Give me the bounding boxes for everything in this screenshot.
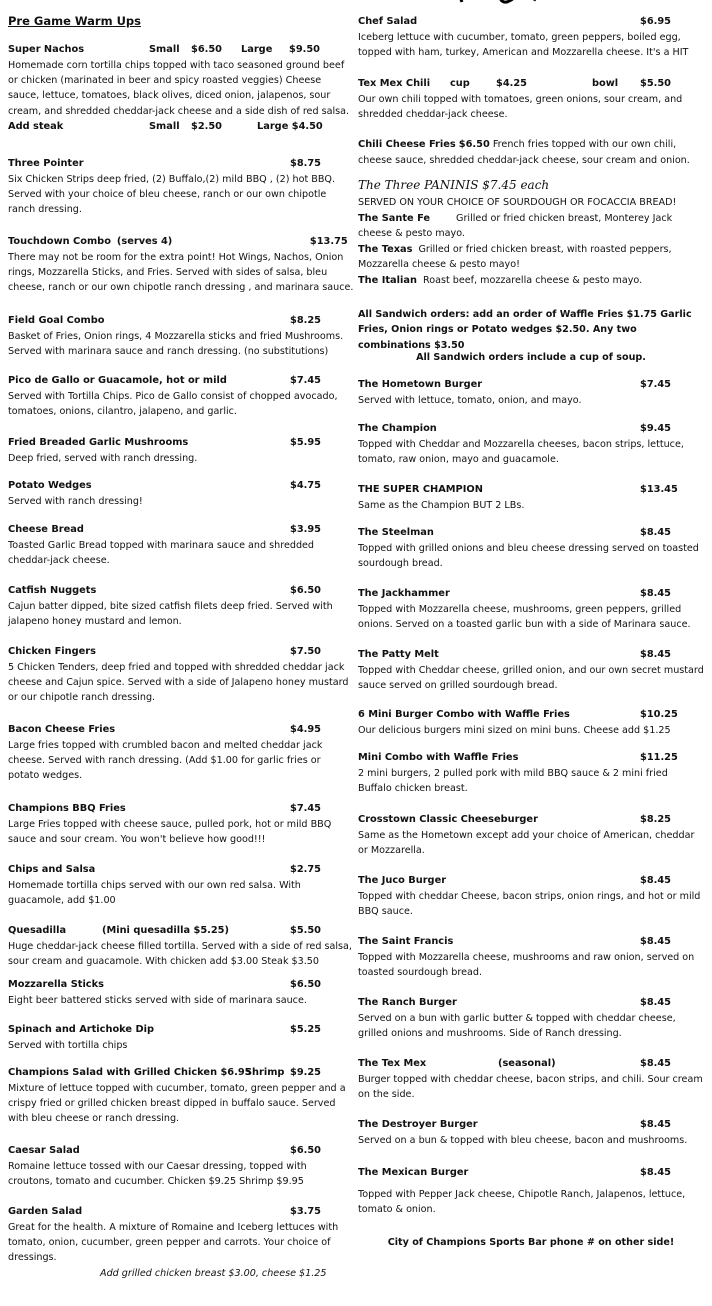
item-name: Super Nachos xyxy=(8,44,85,55)
menu-item-the-champion: The Champion $9.45 Topped with Cheddar and Mozzarella cheeses, bacon strips, lettuce, tomato, raw onion, mayo and guacamole. xyxy=(358,423,684,466)
section-title: Pre Game Warm Ups xyxy=(8,14,141,28)
menu-item-hometown-burger: The Hometown Burger $7.45 Served with lettuce, tomato, onion, and mayo. xyxy=(358,379,671,406)
paninis-section: The Three PANINIS $7.45 each SERVED ON YOUR CHOICE OF SOURDOUGH OR FOCACCIA BREAD! The Sante Fe Grilled or fried chicken breast, Monterey Jack cheese & pesto mayo. The Texas Grilled or fried chicken breast, with roasted peppers, Mozzarella cheese & pesto mayo! The Italian Roast beef, mozzarella cheese & pesto mayo. xyxy=(358,176,704,288)
soup-note: All Sandwich orders include a cup of soup. xyxy=(416,352,646,363)
menu-item-champions-salad: Champions Salad with Grilled Chicken $6.95 Shrimp $9.25 Mixture of lettuce topped with cucumber, tomato, green pepper and a crispy fried or grilled chicken breast dipped in buffalo sauce. Served with bleu cheese or ranch dressing. xyxy=(8,1067,346,1125)
menu-item-caesar-salad: Caesar Salad $6.50 Romaine lettuce tossed with our Caesar dressing, topped with croutons, tomato and cucumber. Chicken $9.25 Shrimp $9.95 xyxy=(8,1145,321,1188)
menu-item-cheese-bread: Cheese Bread $3.95 Toasted Garlic Bread topped with marinara sauce and shredded cheddar-jack cheese. xyxy=(8,524,321,567)
menu-item-jackhammer: The Jackhammer $8.45 Topped with Mozzarella cheese, mushrooms, green peppers, grilled onions. Served on a toasted garlic bun with a side of Marinara sauce. xyxy=(358,588,691,631)
menu-item-ranch-burger: The Ranch Burger $8.45 Served on a bun with garlic butter & topped with cheddar cheese, grilled onions and mushrooms. Side of Ranch dressing. xyxy=(358,997,676,1040)
menu-item-saint-francis: The Saint Francis $8.45 Topped with Mozzarella cheese, mushrooms and raw onion, served on toasted sourdough bread. xyxy=(358,936,695,979)
menu-item-mexican-burger: The Mexican Burger $8.45 Topped with Pepper Jack cheese, Chipotle Ranch, Jalapenos, lettuce, tomato & onion. xyxy=(358,1167,686,1216)
menu-item-tex-mex-burger: The Tex Mex (seasonal) $8.45 Burger topped with cheddar cheese, bacon strips, and chili. Sour cream on the side. xyxy=(358,1058,703,1101)
menu-item-garlic-mushrooms: Fried Breaded Garlic Mushrooms $5.95 Deep fried, served with ranch dressing. xyxy=(8,437,321,464)
menu-item-pico-de-gallo: Pico de Gallo or Guacamole, hot or mild $7.45 Served with Tortilla Chips. Pico de Gallo consist of chopped avocado, tomatoes, onions, cilantro, jalapeno, and garlic. xyxy=(8,375,338,418)
menu-item-destroyer-burger: The Destroyer Burger $8.45 Served on a bun & topped with bleu cheese, bacon and mushrooms. xyxy=(358,1119,688,1146)
menu-item-super-nachos: Super Nachos Small $6.50 Large $9.50 Homemade corn tortilla chips topped with taco seasoned ground beef or chicken (marinated in beer and spicy roasted veggies) Cheese sauce, lettuce, tomatoes, black olives, diced onion, jalapenos, sour cream, and shredded cheddar-jack cheese and a side dish of red salsa. Add steak Small $2.50 Large $4.50 xyxy=(8,42,354,135)
menu-item-patty-melt: The Patty Melt $8.45 Topped with Cheddar cheese, grilled onion, and our own secret mustard sauce served on grilled sourdough bread. xyxy=(358,649,704,692)
menu-item-catfish-nuggets: Catfish Nuggets $6.50 Cajun batter dipped, bite sized catfish filets deep fried. Served with jalapeno honey mustard and lemon. xyxy=(8,585,333,628)
menu-item-mini-combo: Mini Combo with Waffle Fries $11.25 2 mini burgers, 2 pulled pork with mild BBQ sauce & 2 mini fried Buffalo chicken breast. xyxy=(358,752,678,795)
menu-item-juco-burger: The Juco Burger $8.45 Topped with cheddar Cheese, bacon strips, onion rings, and hot or mild BBQ sauce. xyxy=(358,875,701,918)
footer-note: City of Champions Sports Bar phone # on other side! xyxy=(387,1237,675,1248)
menu-item-mini-burger-combo: 6 Mini Burger Combo with Waffle Fries $10.25 Our delicious burgers mini sized on mini buns. Cheese add $1.25 xyxy=(358,709,678,736)
menu-item-quesadilla: Quesadilla (Mini quesadilla $5.25) $5.50 Huge cheddar-jack cheese filled tortilla. Served with a side of red salsa, sour cream and guacamole. With chicken add $3.00 Steak $3.50 xyxy=(8,925,352,968)
menu-item-field-goal-combo: Field Goal Combo $8.25 Basket of Fries, Onion rings, 4 Mozzarella sticks and fried Mushrooms. Served with marinara sauce and ranch dressing. (no substitutions) xyxy=(8,315,344,358)
menu-item-crosstown-cheeseburger: Crosstown Classic Cheeseburger $8.25 Same as the Hometown except add your choice of American, cheddar or Mozzarella. xyxy=(358,814,695,857)
menu-item-chili-cheese-fries: Chili Cheese Fries $6.50 French fries topped with our own chili, cheese sauce, shredded cheddar-jack cheese, sour cream and onion. xyxy=(358,139,690,166)
menu-item-potato-wedges: Potato Wedges $4.75 Served with ranch dressing! xyxy=(8,480,321,507)
menu-item-tex-mex-chili: Tex Mex Chili cup $4.25 bowl $5.50 Our own chili topped with tomatoes, green onions, sour cream, and shredded cheddar-jack cheese. xyxy=(358,78,683,121)
menu-item-touchdown-combo: Touchdown Combo (serves 4) $13.75 There may not be room for the extra point! Hot Wings, Nachos, Onion rings, Mozzarella Sticks, and Fries. Served with sides of salsa, bleu cheese, ranch or our own chipotle ranch dressing , and marinara sauce. xyxy=(8,236,354,294)
menu-item-three-pointer: Three Pointer $8.75 Six Chicken Strips deep fried, (2) Buffalo,(2) mild BBQ , (2) hot BBQ. Served with your choice of bleu cheese, ranch or our own chipotle ranch dressing. xyxy=(8,158,336,216)
menu-item-bbq-fries: Champions BBQ Fries $7.45 Large Fries topped with cheese sauce, pulled pork, hot or mild BBQ sauce and sour cream. You won't believe how good!!! xyxy=(8,803,332,846)
menu-item-super-champion: THE SUPER CHAMPION $13.45 Same as the Champion BUT 2 LBs. xyxy=(358,484,678,511)
menu-item-mozzarella-sticks: Mozzarella Sticks $6.50 Eight beer battered sticks served with side of marinara sauce. xyxy=(8,979,321,1006)
menu-item-chips-and-salsa: Chips and Salsa $2.75 Homemade tortilla chips served with our own red salsa. With guacamole, add $1.00 xyxy=(8,864,321,907)
item-description: Homemade corn tortilla chips topped with taco seasoned ground beef or chicken (marinated in beer and spicy roasted veggies) Cheese sauce, lettuce, tomatoes, black olives, diced onion, jalapenos, sour cream, and shredded cheddar-jack cheese and a side dish of red salsa. xyxy=(8,59,350,117)
paninis-subtitle: SERVED ON YOUR CHOICE OF SOURDOUGH OR FOCACCIA BREAD! xyxy=(358,197,677,209)
menu-item-spinach-dip: Spinach and Artichoke Dip $5.25 Served with tortilla chips xyxy=(8,1024,321,1051)
sandwich-addon-note: All Sandwich orders: add an order of Waffle Fries $1.75 Garlic Fries, Onion rings or Potato wedges $2.50. Any two combinations $3.50 xyxy=(358,309,692,351)
menu-item-chef-salad: Chef Salad $6.95 Iceberg lettuce with cucumber, tomato, green peppers, boiled egg, topped with ham, turkey, American and Mozzarella cheese. It's a HIT xyxy=(358,16,689,59)
paninis-title: The Three PANINIS $7.45 each xyxy=(358,178,550,192)
header-scribble xyxy=(440,0,560,4)
menu-item-garden-salad: Garden Salad $3.75 Great for the health. A mixture of Romaine and Iceberg lettuces with tomato, onion, cucumber, green pepper and carrots. Your choice of dressings. Add grilled chicken breast $3.00, cheese $1.25 xyxy=(8,1206,339,1279)
menu-item-chicken-fingers: Chicken Fingers $7.50 5 Chicken Tenders, deep fried and topped with shredded cheddar jack cheese and Cajun spice. Served with a side of Jalapeno honey mustard or our chipotle ranch dressing. xyxy=(8,646,349,704)
menu-item-steelman: The Steelman $8.45 Topped with grilled onions and bleu cheese dressing served on toasted sourdough bread. xyxy=(358,527,699,570)
menu-item-bacon-cheese-fries: Bacon Cheese Fries $4.95 Large fries topped with crumbled bacon and melted cheddar jack cheese. Served with ranch dressing. (Add $1.00 for garlic fries or potato wedges. xyxy=(8,724,323,782)
